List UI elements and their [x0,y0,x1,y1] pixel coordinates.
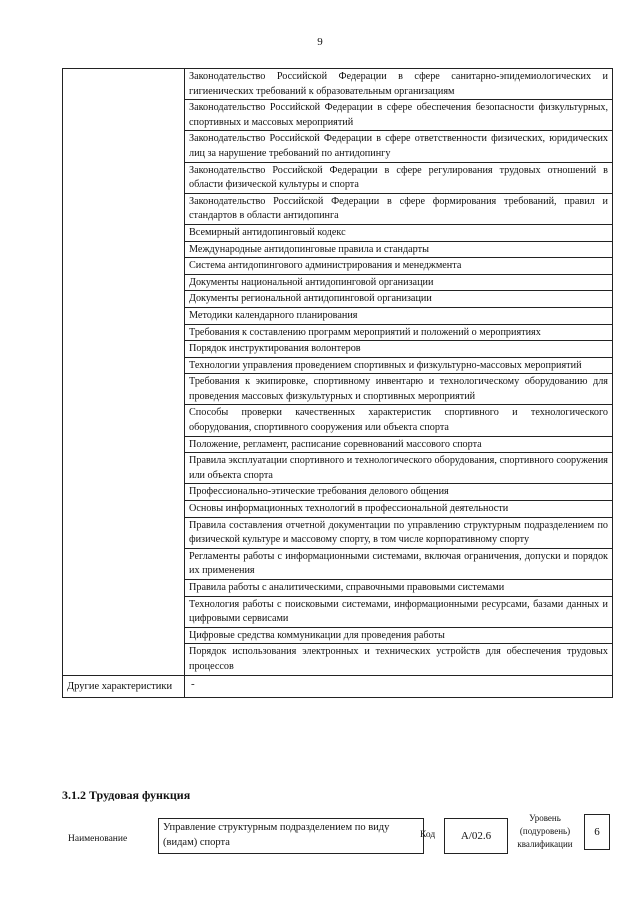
knowledge-item: Требования к экипировке, спортивному инвентарю и технологическому оборудованию для проведения массовых физкультурных и спортивных мероприятий [185,374,612,405]
knowledge-item: Порядок инструктирования волонтеров [185,341,612,358]
knowledge-item: Всемирный антидопинговый кодекс [185,225,612,242]
knowledge-item: Технология работы с поисковыми системами, информационными ресурсами, базами данных и цифровыми сервисами [185,597,612,628]
knowledge-item: Технологии управления проведением спортивных и физкультурно-массовых мероприятий [185,358,612,375]
qualification-level-label: Уровень (подуровень) квалификации [517,813,573,849]
knowledge-item: Система антидопингового администрирования и менеджмента [185,258,612,275]
function-code-box: А/02.6 [444,818,508,854]
knowledge-item: Законодательство Российской Федерации в сфере санитарно-эпидемиологических и гигиенических требований к образовательным организациям [185,69,612,100]
other-characteristics-value-cell [185,675,613,697]
knowledge-item: Законодательство Российской Федерации в сфере обеспечения безопасности физкультурных, спортивных и массовых мероприятий [185,100,612,131]
function-code-label: Код [420,830,436,840]
knowledge-item: Правила составления отчетной документации по управлению структурным подразделением по физической культуре и массовому спорту, в том числе корпоративному спорту [185,518,612,549]
knowledge-item: Документы национальной антидопинговой организации [185,275,612,292]
knowledge-item: Методики календарного планирования [185,308,612,325]
knowledge-item: Законодательство Российской Федерации в сфере ответственности физических, юридических лиц за нарушение требований по антидопингу [185,131,612,162]
page-number: 9 [317,36,323,48]
function-name-box: Управление структурным подразделением по виду (видам) спорта [158,818,424,854]
knowledge-item: Законодательство Российской Федерации в сфере регулирования трудовых отношений в области физической культуры и спорта [185,163,612,194]
knowledge-item: Документы региональной антидопинговой организации [185,291,612,308]
knowledge-item: Законодательство Российской Федерации в сфере формирования требований, правил и стандартов в области антидопинга [185,194,612,225]
knowledge-item: Правила эксплуатации спортивного и технологического оборудования, спортивного сооружения или объекта спорта [185,453,612,484]
knowledge-item: Правила работы с аналитическими, справочными правовыми системами [185,580,612,597]
knowledge-item: Порядок использования электронных и технических устройств для обеспечения трудовых процессов [189,646,608,672]
knowledge-table [62,68,613,698]
function-name-label: Наименование [68,834,128,844]
knowledge-item: Профессионально-этические требования делового общения [185,484,612,501]
knowledge-list [185,69,613,676]
qualification-level-box: 6 [584,814,610,850]
knowledge-item: Способы проверки качественных характеристик спортивного и технологического оборудования, спортивного сооружения или объекта спорта [185,405,612,436]
other-characteristics-label: Другие характеристики [67,680,173,692]
other-characteristics-value: - [191,677,195,690]
knowledge-item: Регламенты работы с информационными системами, включая ограничения, допуски и порядок их применения [185,549,612,580]
knowledge-item: Требования к составлению программ мероприятий и положений о мероприятиях [185,325,612,342]
knowledge-item: Положение, регламент, расписание соревнований массового спорта [185,437,612,454]
knowledge-item: Международные антидопинговые правила и стандарты [185,242,612,259]
knowledge-item: Цифровые средства коммуникации для проведения работы [185,628,612,645]
knowledge-label-cell [63,69,185,676]
labor-function-row [62,812,610,862]
section-title: 3.1.2 Трудовая функция [62,788,191,802]
knowledge-item: Основы информационных технологий в профессиональной деятельности [185,501,612,518]
other-characteristics-label-cell [63,675,185,697]
